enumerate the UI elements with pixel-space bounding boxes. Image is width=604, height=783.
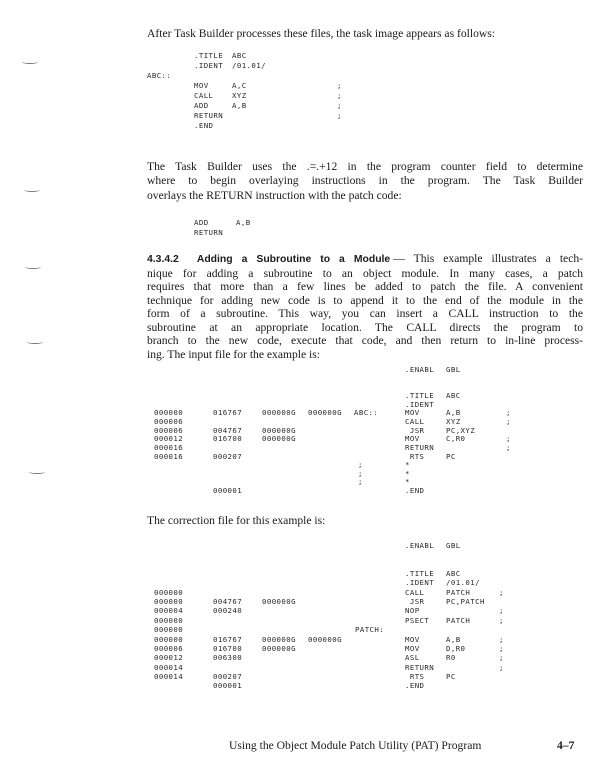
address: 000000: [154, 625, 184, 635]
code-op: RETURN: [194, 111, 224, 120]
code-op: MOV: [405, 408, 420, 418]
code-operand: C,R0: [446, 434, 466, 444]
code-label: PATCH:: [355, 625, 385, 635]
code-op: .END: [405, 486, 425, 496]
overlay-paragraph: [147, 160, 583, 203]
code-op: MOV: [405, 643, 420, 653]
word-1: 016700: [213, 643, 243, 653]
code-op: .ENABL: [405, 541, 435, 550]
code-op: MOV: [405, 434, 420, 444]
code-operand: /01.01/: [446, 578, 480, 588]
word-2: 000000G: [262, 634, 296, 644]
code-operand: XYZ: [446, 416, 461, 426]
address: 000006: [154, 416, 184, 426]
section-line: ing. The input file for the example is:: [147, 347, 321, 361]
code-operand: ABC: [446, 569, 461, 579]
section-line: branch to the new code, execute that code, and then return to in-line process-: [147, 334, 583, 347]
intro-paragraph: [147, 27, 583, 41]
code-op: ADD: [194, 218, 209, 227]
code-operand: GBL: [446, 365, 461, 374]
code-operand: PC,XYZ: [446, 425, 476, 435]
address: 000006: [154, 425, 184, 435]
word-1: 000001: [213, 681, 243, 691]
code-op: ASL: [405, 653, 420, 663]
footer-title: Using the Object Module Patch Utility (PAT) Program: [229, 739, 482, 752]
section-line: nique for adding a subroutine to an object module. In many cases, a patch: [147, 266, 583, 280]
word-1: 006300: [213, 653, 243, 663]
address: 000016: [154, 442, 184, 452]
margin-mark: [22, 60, 38, 64]
section-line: technique for adding new code is to append it to the end of the module in the: [147, 293, 583, 307]
code-op: MOV: [194, 81, 209, 90]
margin-mark: [27, 340, 43, 344]
word-3: 000000G: [308, 634, 342, 644]
margin-mark: [24, 188, 40, 192]
section-number: 4.3.4.2: [147, 254, 179, 265]
address: 000000: [154, 597, 184, 607]
code-comment: ;: [499, 615, 504, 625]
word-2: 000000G: [262, 434, 296, 444]
correction-text: The correction file for this example is:: [147, 514, 326, 527]
word-1: 016767: [213, 408, 243, 418]
intro-text: After Task Builder processes these files, the task image appears as follows:: [147, 27, 495, 40]
code-comment: ;: [337, 111, 342, 120]
code-op: CALL: [405, 587, 425, 597]
comment-marker: ;: [358, 477, 363, 487]
code-operand: PC: [446, 451, 456, 461]
code-comment: ;: [506, 434, 511, 444]
code-operand: D,R0: [446, 643, 466, 653]
code-operand: PATCH: [446, 615, 471, 625]
address: 000012: [154, 653, 184, 663]
word-1: 000207: [213, 451, 243, 461]
address: 000014: [154, 671, 184, 681]
code-op: *: [405, 468, 410, 478]
code-operand: PC: [446, 671, 456, 681]
code-comment: ;: [499, 587, 504, 597]
code-comment: ;: [499, 653, 504, 663]
code-op: ADD: [194, 101, 209, 110]
code-op: RETURN: [405, 442, 435, 452]
code-comment: ;: [337, 91, 342, 100]
code-comment: ;: [506, 442, 511, 452]
code-operand: A,B: [446, 634, 461, 644]
code-operand: PATCH: [446, 587, 471, 597]
code-comment: ;: [499, 606, 504, 616]
code-op: .END: [194, 121, 214, 130]
code-comment: ;: [506, 408, 511, 418]
code-operand: A,B: [232, 101, 247, 110]
code-op: NOP: [405, 606, 420, 616]
code-comment: ;: [499, 634, 504, 644]
code-comment: ;: [499, 643, 504, 653]
word-1: 000240: [213, 606, 243, 616]
address: 000012: [154, 434, 184, 444]
address: 000000: [154, 587, 184, 597]
address: 000000: [154, 408, 184, 418]
word-2: 000000G: [262, 597, 296, 607]
code-op: .IDENT: [194, 61, 224, 70]
code-op: *: [405, 460, 410, 470]
section-line: This example illustrates a tech-: [404, 252, 583, 265]
address: 000004: [154, 606, 184, 616]
section-paragraph: [147, 252, 583, 361]
code-op: .IDENT: [405, 399, 435, 409]
code-op: PSECT: [405, 615, 430, 625]
code-op: CALL: [194, 91, 214, 100]
code-op: RETURN: [194, 228, 224, 237]
code-operand: PC,PATCH: [446, 597, 485, 607]
word-1: 016767: [213, 634, 243, 644]
section-dash: —: [393, 252, 405, 265]
section-line: form of a subroutine. This way, you can insert a CALL instruction to the: [147, 307, 583, 320]
section-line: requires that more than a few lines be added to patch the file. A convenient: [147, 280, 583, 293]
word-2: 000000G: [262, 643, 296, 653]
page-number: 4–7: [557, 739, 575, 752]
word-3: 000000G: [308, 408, 342, 418]
code-operand: A,B: [236, 218, 251, 227]
code-op: RETURN: [405, 662, 435, 672]
code-op: RTS: [405, 671, 425, 681]
word-2: 000000G: [262, 408, 296, 418]
address: 000006: [154, 643, 184, 653]
code-op: .TITLE: [194, 51, 224, 60]
code-op: .ENABL: [405, 365, 435, 374]
overlay-line: overlays the RETURN instruction with the patch code:: [147, 188, 402, 202]
address: 000000: [154, 634, 184, 644]
code-comment: ;: [337, 81, 342, 90]
word-1: 004767: [213, 425, 243, 435]
overlay-line: The Task Builder uses the .=.+12 in the program counter field to determine: [147, 160, 583, 173]
section-spacer: [179, 254, 197, 265]
code-op: CALL: [405, 416, 425, 426]
code-op: .END: [405, 681, 425, 691]
code-comment: ;: [506, 416, 511, 426]
section-first-line: [147, 252, 583, 267]
code-op: MOV: [405, 634, 420, 644]
code-op: .TITLE: [405, 390, 435, 400]
code-comment: ;: [337, 101, 342, 110]
code-label: ABC::: [354, 408, 379, 418]
margin-mark: [29, 470, 45, 474]
code-operand: XYZ: [232, 91, 247, 100]
address: 000014: [154, 662, 184, 672]
comment-marker: ;: [358, 468, 363, 478]
code-operand: GBL: [446, 541, 461, 550]
word-1: 004767: [213, 597, 243, 607]
code-operand: A,B: [446, 408, 461, 418]
word-1: 000207: [213, 671, 243, 681]
code-operand: R0: [446, 653, 456, 663]
address: 000016: [154, 451, 184, 461]
code-op: .TITLE: [405, 569, 435, 579]
code-op: JSR: [405, 597, 425, 607]
code-op: .IDENT: [405, 578, 435, 588]
comment-marker: ;: [358, 460, 363, 470]
code-op: JSR: [405, 425, 425, 435]
code-op: RTS: [405, 451, 425, 461]
overlay-line: where to begin overlaying instructions in the program. The Task Builder: [147, 174, 583, 188]
code-operand: /01.01/: [232, 61, 266, 70]
section-line: subroutine at an appropriate location. The CALL directs the program to: [147, 320, 583, 334]
word-2: 000000G: [262, 425, 296, 435]
code-op: *: [405, 477, 410, 487]
code-operand: ABC: [232, 51, 247, 60]
section-title: Adding a Subroutine to a Module: [196, 254, 391, 265]
code-operand: A,C: [232, 81, 247, 90]
correction-paragraph: [147, 514, 583, 528]
word-1: 016700: [213, 434, 243, 444]
margin-mark: [25, 265, 41, 269]
code-comment: ;: [499, 662, 504, 672]
address: 000000: [154, 615, 184, 625]
code-operand: ABC: [446, 390, 461, 400]
code-label: ABC::: [147, 71, 172, 80]
word-1: 000001: [213, 486, 243, 496]
